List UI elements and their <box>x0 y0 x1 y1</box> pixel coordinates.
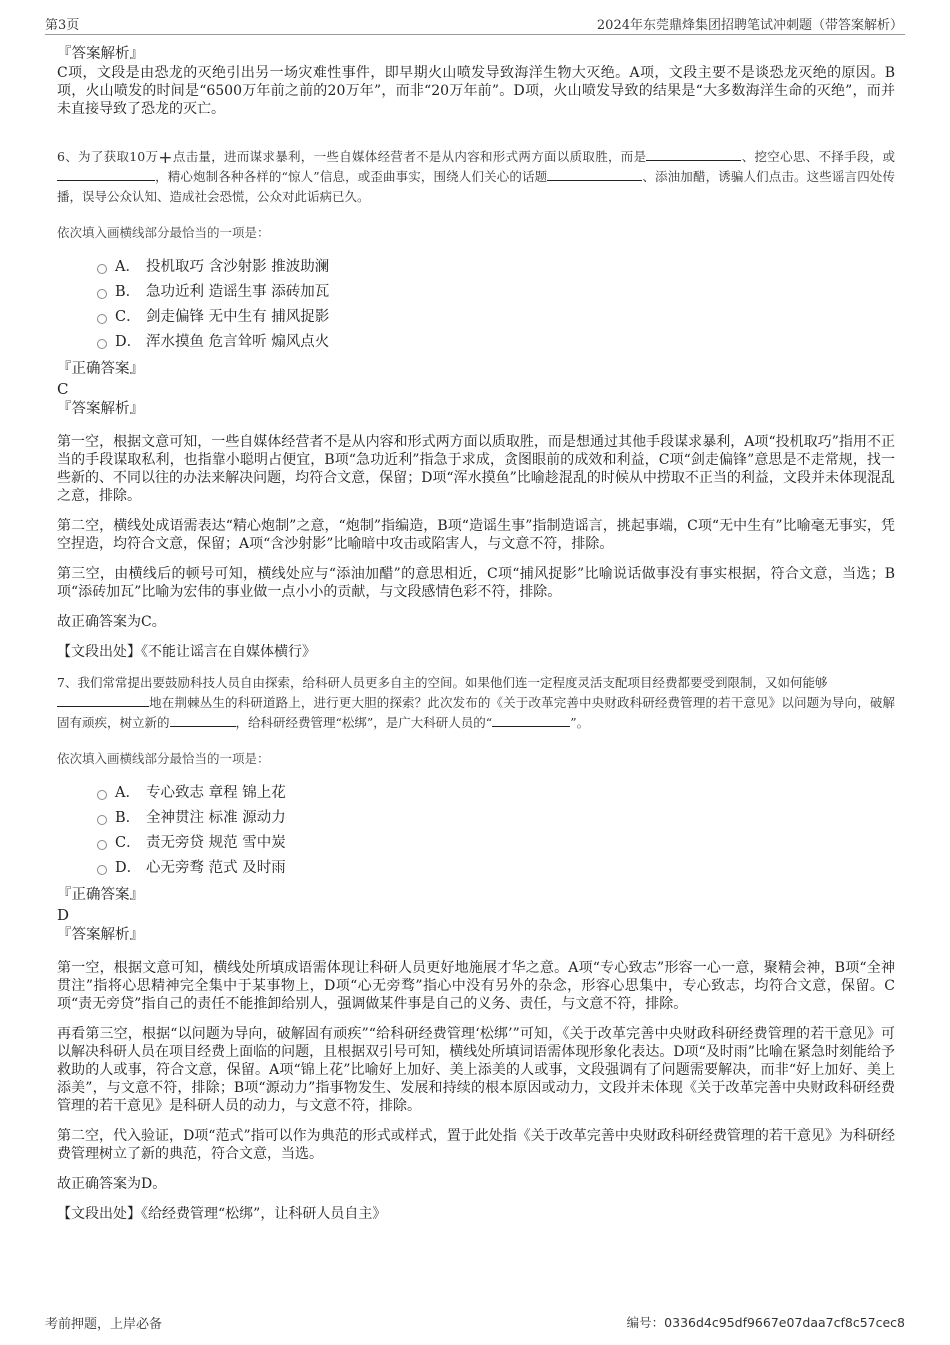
q6-conclusion: 故正确答案为C。 <box>57 614 166 630</box>
q6-option-a[interactable]: A． 投机取巧 含沙射影 推波助澜 <box>57 255 895 280</box>
q6-option-c[interactable]: C． 剑走偏锋 无中生有 捕风捉影 <box>57 305 895 330</box>
q6-source: 【文段出处】《不能让谣言在自媒体横行》 <box>57 644 316 660</box>
q7-analysis-label: 『答案解析』 <box>57 927 144 943</box>
radio-icon[interactable] <box>97 790 107 800</box>
radio-icon[interactable] <box>97 289 107 299</box>
radio-icon[interactable] <box>97 840 107 850</box>
q7-blank-3 <box>492 713 570 727</box>
document-title: 2024年东莞鼎烽集团招聘笔试冲刺题（带答案解析） <box>596 18 903 33</box>
radio-icon[interactable] <box>97 314 107 324</box>
q6-stem: 6、为了获取10万+点击量，进而谋求暴利，一些自媒体经营者不是从内容和形式两方面以质取胜，而是 、挖空心思、不择手段，或，精心炮制各种各样的“惊人”信息，或歪曲事实，围绕人们关心的话题 、添油加醋，诱骗人们点击。这些谣言四处传播，误导公众认知、造成社会恐慌，公众对此诟病已久。 <box>57 148 895 204</box>
plus-sign: + <box>158 148 173 168</box>
q7-blank-2 <box>170 713 236 727</box>
page-number: 第3页 <box>45 18 80 33</box>
q7-analysis-p3: 第二空，代入验证，D项“范式”指可以作为典范的形式或样式，置于此处指《关于改革完善中央财政科研经费管理的若干意见》为科研经费管理树立了新的典范，符合文意，当选。 <box>57 1128 895 1162</box>
q6-correct-answer: C <box>57 380 69 398</box>
q6-analysis-label: 『答案解析』 <box>57 401 144 417</box>
q7-source: 【文段出处】《给经费管理“松绑”，让科研人员自主》 <box>57 1206 387 1222</box>
top-analysis-heading: 『答案解析』 <box>57 46 144 62</box>
q6-option-b[interactable]: B． 急功近利 造谣生事 添砖加瓦 <box>57 280 895 305</box>
radio-icon[interactable] <box>97 865 107 875</box>
radio-icon[interactable] <box>97 264 107 274</box>
q7-blank-1 <box>57 693 149 707</box>
page-header <box>45 12 905 35</box>
q7-correct-answer: D <box>57 906 70 924</box>
top-analysis-text: C项，文段是由恐龙的灭绝引出另一场灾难性事件，即早期火山喷发导致海洋生物大灭绝。A项，文段主要不是谈恐龙灭绝的原因。B项，火山喷发的时间是“6500万年前之前的20万年”，而非“20万年前”。D项，火山喷发导致的结果是“大多数海洋生命的灭绝”，而并未直接导致了恐龙的灭亡。 <box>57 65 895 117</box>
q7-analysis-p2: 再看第三空，根据“以问题为导向，破解固有顽疾”“给科研经费管理‘松绑’”可知，《关于改革完善中央财政科研经费管理的若干意见》可以解决科研人员在项目经费上面临的问题，且根据双引号可知，横线处所填词语需体现形象化表达。D项“及时雨”比喻在紧急时刻能给予救助的人或事，符合文意，保留。A项“锦上花”比喻好上加好、美上添美的人或事，文段强调有了问题需要解决，而非“好上加好、美上添美”，与文意不符，排除；B项“源动力”指事物发生、发展和持续的根本原因或动力，文段并未体现《关于改革完善中央财政科研经费管理的若干意见》是科研人员的动力，与文意不符，排除。 <box>57 1026 895 1114</box>
q6-analysis-p1: 第一空，根据文意可知，一些自媒体经营者不是从内容和形式两方面以质取胜，而是想通过其他手段谋求暴利，A项“投机取巧”指用不正当的手段谋取私利，也指靠小聪明占便宜，B项“急功近利”指急于求成，贪图眼前的成效和利益，C项“剑走偏锋”意思是不走常规，找一些新的、不同以往的办法来解决问题，均符合文意，保留；D项“浑水摸鱼”比喻趁混乱的时候从中捞取不正当的利益，文段并未体现混乱之意，排除。 <box>57 434 895 504</box>
q7-option-c[interactable]: C． 责无旁贷 规范 雪中炭 <box>57 831 895 856</box>
q7-correct-label: 『正确答案』 <box>57 887 144 903</box>
page-content <box>57 44 895 1223</box>
q6-blank-1 <box>646 147 741 161</box>
radio-icon[interactable] <box>97 815 107 825</box>
document-id: 编号：0336d4c95df9667e07daa7cf8c57cec8 <box>626 1315 905 1330</box>
radio-icon[interactable] <box>97 339 107 349</box>
footer-slogan: 考前押题，上岸必备 <box>45 1317 163 1332</box>
q6-correct-label: 『正确答案』 <box>57 361 144 377</box>
q6-option-d[interactable]: D． 浑水摸鱼 危言耸听 煽风点火 <box>57 330 895 355</box>
q7-stem: 7、我们常常提出要鼓励科技人员自由探索，给科研人员更多自主的空间。如果他们连一定程度灵活支配项目经费都要受到限制，又如何能够 地在荆棘丛生的科研道路上，进行更大胆的探索？此次发布的《关于改革完善中央财政科研经费管理的若干意见》以问题为导向，破解固有顽疾，树立新的 ，给科研经费管理“松绑”，是广大科研人员的“ ”。 <box>57 675 895 730</box>
q7-analysis-p1: 第一空，根据文意可知，横线处所填成语需体现让科研人员更好地施展才华之意。A项“专心致志”形容一心一意，聚精会神，B项“全神贯注”指将心思精神完全集中于某事物上，D项“心无旁骛”指心中没有另外的杂念，形容心思集中，专心致志，均符合文意，保留。C项“责无旁贷”指自己的责任不能推卸给别人，强调做某件事是自己的义务、责任，与文意不符，排除。 <box>57 960 895 1012</box>
q7-option-a[interactable]: A． 专心致志 章程 锦上花 <box>57 781 895 806</box>
q7-conclusion: 故正确答案为D。 <box>57 1176 167 1192</box>
q7-option-b[interactable]: B． 全神贯注 标准 源动力 <box>57 806 895 831</box>
q6-instruction: 依次填入画横线部分最恰当的一项是： <box>57 225 270 240</box>
q6-analysis-p3: 第三空，由横线后的顿号可知，横线处应与“添油加醋”的意思相近，C项“捕风捉影”比喻说话做事没有事实根据，符合文意，当选；B项“添砖加瓦”比喻为宏伟的事业做一点小小的贡献，与文段感情色彩不符，排除。 <box>57 566 895 600</box>
q7-option-d[interactable]: D． 心无旁骛 范式 及时雨 <box>57 856 895 881</box>
q7-instruction: 依次填入画横线部分最恰当的一项是： <box>57 751 270 766</box>
q6-analysis-p2: 第二空，横线处成语需表达“精心炮制”之意，“炮制”指编造，B项“造谣生事”指制造谣言，挑起事端，C项“无中生有”比喻毫无事实，凭空捏造，均符合文意，保留；A项“含沙射影”比喻暗中攻击或陷害人，与文意不符，排除。 <box>57 518 895 552</box>
q6-blank-3 <box>547 167 642 181</box>
q6-blank-2 <box>57 167 155 181</box>
